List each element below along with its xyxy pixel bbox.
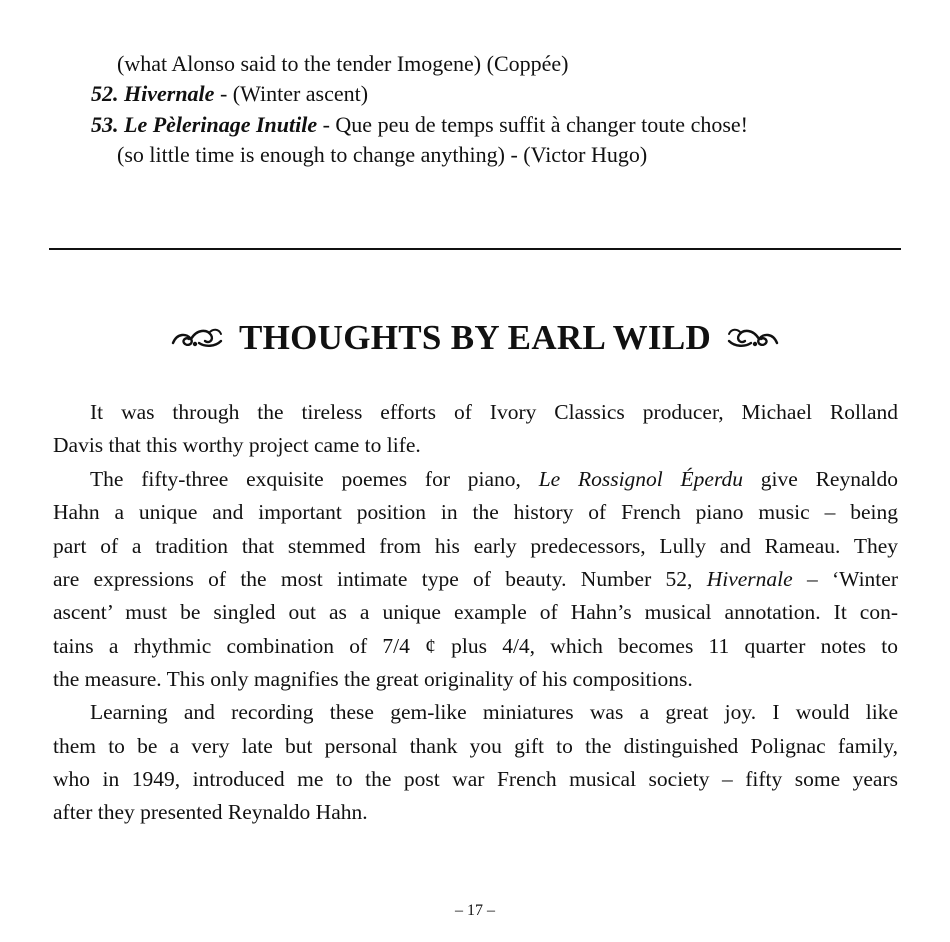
- paragraph-2-text: – ‘Winter: [792, 567, 898, 591]
- paragraph-3-line-3: who in 1949, introduced me to the post war French musical society – fifty some years: [53, 767, 898, 791]
- paragraph-2-line-1: [90, 463, 898, 496]
- left-fleuron-icon: [169, 325, 225, 351]
- work-title-rossignol: Le Rossignol Éperdu: [538, 467, 744, 491]
- section-divider: [49, 248, 901, 250]
- page-title: THOUGHTS BY EARL WILD: [238, 318, 712, 357]
- paragraph-3-line-1: Learning and recording these gem-like miniatures was a great joy. I would like: [90, 700, 898, 724]
- song-desc-52: - (Winter ascent): [214, 81, 369, 106]
- paragraph-2-line-6: tains a rhythmic combination of 7/4 ¢ plus 4/4, which becomes 11 quarter notes to: [53, 634, 898, 658]
- song-list-item-52: [91, 79, 368, 109]
- right-fleuron-icon: [725, 325, 781, 351]
- song-title-53: 53. Le Pèlerinage Inutile: [91, 112, 318, 137]
- song-list-item-53: [91, 110, 748, 140]
- song-list-line-alonso: (what Alonso said to the tender Imogene) (Coppée): [117, 51, 569, 76]
- paragraph-2-line-5: ascent’ must be singled out as a unique example of Hahn’s musical annotation. It con-: [53, 600, 898, 624]
- paragraph-2-text: are expressions of the most intimate type of beauty. Number 52,: [53, 567, 707, 591]
- paragraph-3-line-4: after they presented Reynaldo Hahn.: [53, 800, 368, 824]
- paragraph-1-line-1: It was through the tireless efforts of Ivory Classics producer, Michael Rolland: [90, 400, 898, 424]
- paragraph-2-line-4: [53, 563, 898, 596]
- paragraph-2-text: The fifty-three exquisite poemes for piano,: [90, 467, 539, 491]
- paragraph-2-line-2: Hahn a unique and important position in the history of French piano music – being: [53, 500, 898, 524]
- song-desc-53: - Que peu de temps suffit à changer toute chose!: [317, 112, 748, 137]
- work-title-hivernale: Hivernale: [706, 567, 793, 591]
- paragraph-1-line-2: Davis that this worthy project came to life.: [53, 433, 421, 457]
- paragraph-2-text: give Reynaldo: [743, 467, 898, 491]
- section-heading: [0, 314, 950, 362]
- page-number: – 17 –: [455, 902, 495, 919]
- paragraph-3-line-2: them to be a very late but personal thank you gift to the distinguished Polignac family,: [53, 734, 898, 758]
- song-list-line-hugo: (so little time is enough to change anything) - (Victor Hugo): [117, 142, 648, 167]
- paragraph-2-line-7: the measure. This only magnifies the great originality of his compositions.: [53, 667, 693, 691]
- song-title-52: 52. Hivernale: [91, 81, 215, 106]
- paragraph-2-line-3: part of a tradition that stemmed from his early predecessors, Lully and Rameau. They: [53, 534, 898, 558]
